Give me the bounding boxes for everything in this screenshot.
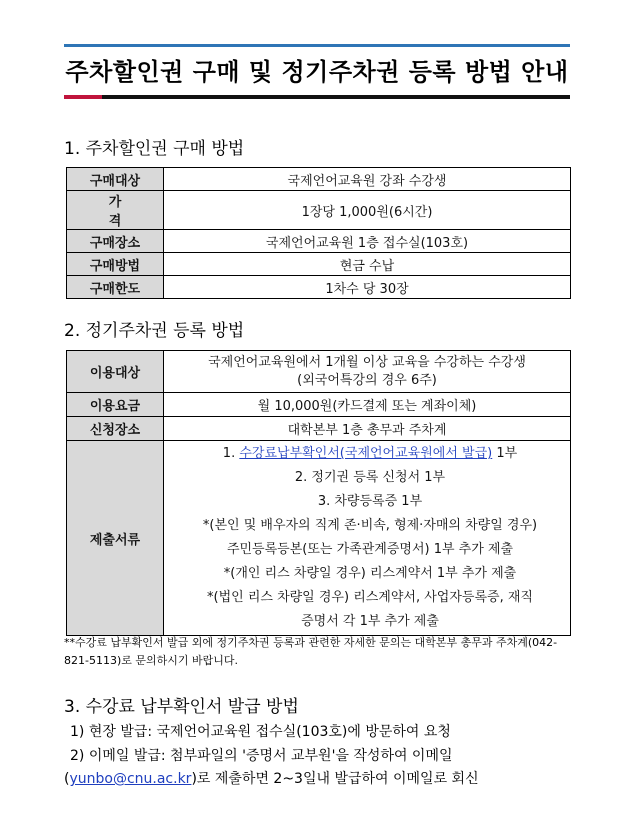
row-label: 신청장소 xyxy=(67,417,164,441)
table-row xyxy=(67,441,571,636)
email-submit-line xyxy=(64,768,479,788)
title-bottom-rule xyxy=(102,95,570,99)
paren-open: ( xyxy=(64,771,70,787)
row-label: 가 격 xyxy=(67,191,164,230)
doc-number: 1. xyxy=(222,446,240,461)
list-item: 증명서 각 1부 추가 제출 xyxy=(301,614,439,629)
registration-table xyxy=(66,350,571,636)
row-value: 국제언어교육원 강좌 수강생 xyxy=(164,168,571,191)
row-label: 이용대상 xyxy=(67,351,164,393)
row-value: 대학본부 1층 총무과 주차계 xyxy=(164,417,571,441)
list-item: 3. 차량등록증 1부 xyxy=(317,494,423,509)
section1-heading: 1. 주차할인권 구매 방법 xyxy=(64,139,245,159)
target-line-2: (외국어특강의 경우 6주) xyxy=(297,372,437,388)
email-issue-line: 2) 이메일 발급: 첨부파일의 '증명서 교부원'을 작성하여 이메일 xyxy=(70,748,453,764)
documents-list xyxy=(164,441,571,636)
list-item: 주민등록등본(또는 가족관계증명서) 1부 추가 제출 xyxy=(226,542,514,557)
onsite-issue-line: 1) 현장 발급: 국제언어교육원 접수실(103호)에 방문하여 요청 xyxy=(70,724,451,740)
list-item: *(본인 및 배우자의 직계 존·비속, 형제·자매의 차량일 경우) xyxy=(202,518,538,533)
table-row xyxy=(67,351,571,393)
page-title: 주차할인권 구매 및 정기주차권 등록 방법 안내 xyxy=(65,58,569,86)
row-label: 구매장소 xyxy=(67,230,164,253)
row-label: 구매방법 xyxy=(67,253,164,276)
inquiry-note: **수강료 납부확인서 발급 외에 정기주차권 등록과 관련한 자세한 문의는 대학본부 총무과 주차계(042-821-5113)로 문의하시기 바랍니다. xyxy=(64,636,558,667)
email-submit-text: )로 제출하면 2~3일내 발급하여 이메일로 회신 xyxy=(191,771,479,787)
table-row xyxy=(67,168,571,191)
section2-heading: 2. 정기주차권 등록 방법 xyxy=(64,321,245,341)
section3-heading: 3. 수강료 납부확인서 발급 방법 xyxy=(64,697,299,717)
list-item: 2. 정기권 등록 신청서 1부 xyxy=(294,470,446,485)
table-row xyxy=(67,417,571,441)
row-value: 현금 수납 xyxy=(164,253,571,276)
row-value: 월 10,000원(카드결제 또는 계좌이체) xyxy=(164,393,571,417)
title-top-rule xyxy=(64,44,570,47)
doc-count: 1부 xyxy=(492,446,518,461)
list-item: *(개인 리스 차량일 경우) 리스계약서 1부 추가 제출 xyxy=(223,566,517,581)
row-value xyxy=(164,351,571,393)
list-item: *(법인 리스 차량일 경우) 리스계약서, 사업자등록증, 재직 xyxy=(207,590,533,605)
title-bottom-accent xyxy=(64,95,102,99)
row-label: 구매한도 xyxy=(67,276,164,299)
table-row xyxy=(67,253,571,276)
row-value: 국제언어교육원 1층 접수실(103호) xyxy=(164,230,571,253)
title-box xyxy=(64,44,570,98)
target-line-1: 국제언어교육원에서 1개월 이상 교육을 수강하는 수강생 xyxy=(208,354,526,370)
table-row xyxy=(67,191,571,230)
table-row xyxy=(67,276,571,299)
row-label: 구매대상 xyxy=(67,168,164,191)
row-value: 1차수 당 30장 xyxy=(164,276,571,299)
purchase-table xyxy=(66,167,571,299)
payment-confirmation-link[interactable]: 수강료납부확인서(국제언어교육원에서 발급) xyxy=(239,446,493,461)
row-label: 이용요금 xyxy=(67,393,164,417)
table-row xyxy=(67,393,571,417)
row-label: 제출서류 xyxy=(67,441,164,636)
row-value: 1장당 1,000원(6시간) xyxy=(164,191,571,230)
email-link[interactable]: yunbo@cnu.ac.kr xyxy=(69,771,192,787)
table-row xyxy=(67,230,571,253)
list-item xyxy=(164,442,570,466)
